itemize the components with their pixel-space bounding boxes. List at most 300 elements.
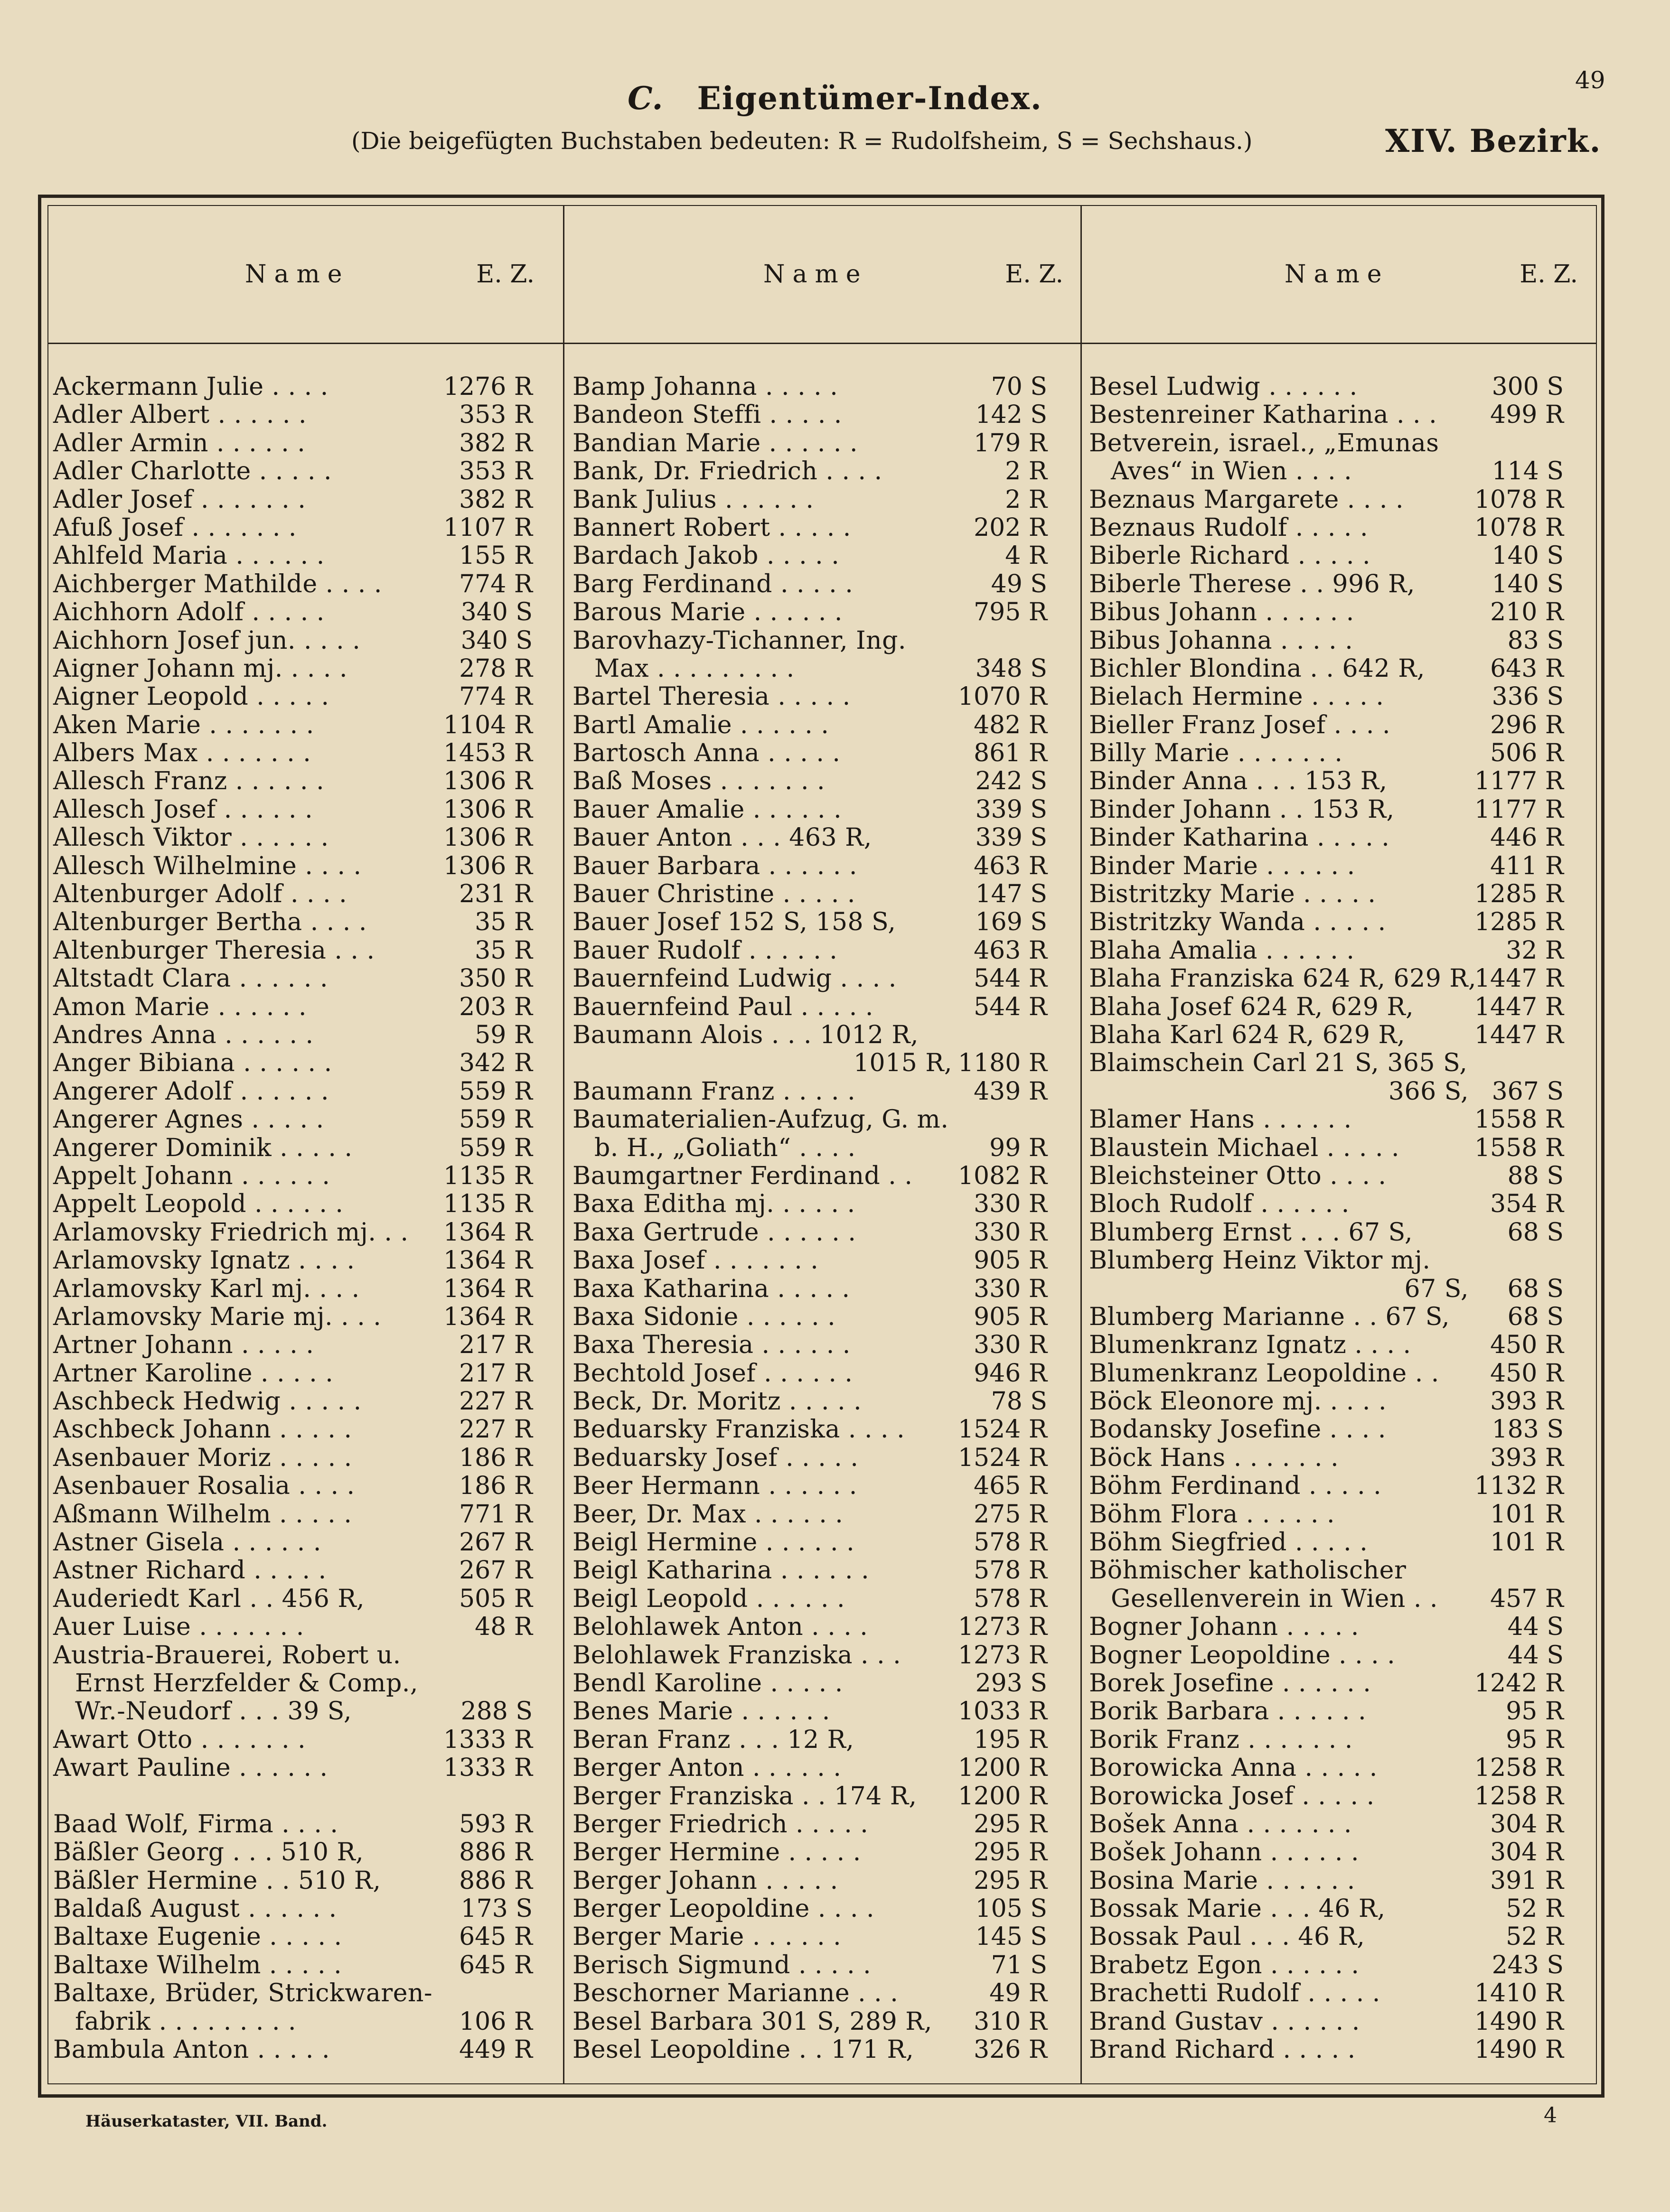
index-entry	[1089, 1585, 1564, 1613]
entry-name: Bartl Amalie . . . . . .	[572, 710, 829, 739]
entry-name: Berger Franziska . . 174 R,	[572, 1782, 917, 1811]
index-entry	[1089, 401, 1564, 429]
entry-name: Baxa Sidonie . . . . . .	[572, 1302, 836, 1331]
entry-name: Angerer Agnes . . . . .	[53, 1105, 324, 1134]
index-entry	[53, 683, 533, 711]
entry-ez-number: 99 R	[989, 1133, 1047, 1162]
index-entry	[53, 1416, 533, 1444]
entry-name: Blumberg Ernst . . . 67 S,	[1089, 1218, 1413, 1247]
index-entry	[572, 1162, 1047, 1190]
entry-ez-number: 1453 R	[443, 739, 533, 768]
entry-name: Aichhorn Josef jun. . . . .	[53, 626, 361, 655]
entry-name: Beigl Katharina . . . . . .	[572, 1556, 870, 1585]
index-entry	[572, 570, 1047, 598]
entry-name-continuation: 1015 R,	[853, 1049, 952, 1078]
entry-name: Arlamovsky Karl mj. . . .	[53, 1274, 360, 1303]
entry-ez-number: 202 R	[974, 513, 1047, 542]
entry-name: Bielach Hermine . . . . .	[1089, 682, 1384, 711]
index-entry	[53, 1867, 533, 1895]
entry-name: Beck, Dr. Moritz . . . . .	[572, 1387, 862, 1416]
index-entry	[572, 1501, 1047, 1529]
entry-name: Blaha Josef 624 R, 629 R,	[1089, 992, 1414, 1021]
entry-ez-number: 411 R	[1490, 851, 1564, 880]
index-entry	[572, 852, 1047, 880]
index-entry	[572, 1134, 1047, 1162]
index-entry	[53, 457, 533, 485]
entry-name: Bamp Johanna . . . . .	[572, 373, 838, 401]
entry-ez-number: 645 R	[459, 1923, 533, 1951]
entry-ez-number: 78 S	[991, 1387, 1047, 1416]
entry-ez-number: 482 R	[974, 710, 1047, 739]
index-entry	[1089, 457, 1564, 485]
section-letter: C.	[628, 80, 663, 117]
entry-name: Bäßler Georg . . . 510 R,	[53, 1838, 364, 1867]
entry-ez-number: 1364 R	[443, 1302, 533, 1331]
index-entry	[1089, 1190, 1564, 1218]
index-entry	[1089, 796, 1564, 824]
entry-ez-number: 1082 R	[957, 1161, 1047, 1190]
entry-ez-number: 1410 R	[1474, 1979, 1564, 2008]
entry-ez-number: 336 S	[1492, 682, 1564, 711]
index-entry	[53, 1895, 533, 1923]
index-entry	[1089, 767, 1564, 795]
entry-name: Andres Anna . . . . . .	[53, 1020, 314, 1049]
entry-ez-number: 68 S	[1507, 1302, 1564, 1331]
district-label: XIV. Bezirk.	[1385, 122, 1602, 159]
index-entry	[572, 598, 1047, 626]
entry-name: Belohlawek Anton . . . .	[572, 1613, 868, 1642]
entry-ez-number: 35 R	[475, 908, 533, 937]
index-entry	[1089, 1895, 1564, 1923]
entry-name: Borik Franz . . . . . . .	[1089, 1725, 1353, 1754]
index-entry	[572, 1444, 1047, 1472]
index-entry	[1089, 2036, 1564, 2064]
index-entry	[1089, 373, 1564, 401]
entry-name: Altstadt Clara . . . . . .	[53, 964, 328, 993]
entry-ez-number: 1333 R	[443, 1754, 533, 1783]
index-entry	[1089, 1106, 1564, 1134]
legend-subtitle: (Die beigefügten Buchstaben bedeuten: R = Rudolfsheim, S = Sechshaus.)	[351, 127, 1253, 155]
index-entry	[572, 1331, 1047, 1359]
ez-header: E. Z.	[1005, 260, 1063, 289]
entry-ez-number: 1276 R	[443, 373, 533, 401]
entry-name: Bogner Johann . . . . .	[1089, 1613, 1359, 1642]
index-entry	[1089, 965, 1564, 993]
entry-name: Bichler Blondina . . 642 R,	[1089, 654, 1425, 683]
entry-ez-number: 449 R	[459, 2035, 533, 2064]
entry-name-continuation: Wr.-Neudorf . . . 39 S,	[75, 1697, 352, 1726]
entry-ez-number: 348 S	[975, 654, 1047, 683]
entry-ez-number: 1135 R	[443, 1190, 533, 1219]
entry-name: Berger Hermine . . . . .	[572, 1838, 861, 1867]
index-entry	[53, 1951, 533, 1979]
index-entry	[53, 824, 533, 852]
entry-name: Bartosch Anna . . . . .	[572, 739, 841, 768]
ez-header: E. Z.	[476, 260, 535, 289]
entry-name: Beduarsky Josef . . . . .	[572, 1443, 859, 1472]
entry-ez-number: 1132 R	[1474, 1472, 1564, 1501]
entry-name: Bošek Johann . . . . . .	[1089, 1838, 1359, 1867]
entry-name: Barovhazy-Tichanner, Ing.	[572, 626, 906, 655]
index-entry	[1089, 1557, 1564, 1585]
entry-ez-number: 295 R	[974, 1866, 1047, 1895]
entry-name: Baldaß August . . . . . .	[53, 1895, 337, 1923]
entry-name-continuation: fabrik . . . . . . . . .	[75, 2007, 297, 2036]
index-entry	[53, 1585, 533, 1613]
entry-ez-number: 1285 R	[1474, 880, 1564, 909]
entry-ez-number: 340 S	[460, 626, 533, 655]
entry-ez-number: 340 S	[460, 598, 533, 627]
entry-ez-number: 339 S	[975, 795, 1047, 824]
entry-name: Blaha Karl 624 R, 629 R,	[1089, 1020, 1406, 1049]
entry-name: Auer Luise . . . . . . .	[53, 1613, 304, 1642]
footer-signature: 4	[1544, 2103, 1557, 2128]
entry-name-continuation: Max . . . . . . . . .	[594, 654, 795, 683]
entry-name: Blumberg Heinz Viktor mj.	[1089, 1246, 1431, 1275]
entry-name: Bauer Amalie . . . . . .	[572, 795, 842, 824]
index-entry	[53, 373, 533, 401]
footer-volume: Häuserkataster, VII. Band.	[85, 2112, 328, 2131]
entry-name: Biberle Therese . . 996 R,	[1089, 569, 1415, 598]
entry-ez-number: 391 R	[1490, 1866, 1564, 1895]
entry-ez-number: 354 R	[1490, 1190, 1564, 1219]
entry-name: Baxa Editha mj. . . . . .	[572, 1190, 855, 1219]
entry-name: Beer, Dr. Max . . . . . .	[572, 1500, 844, 1529]
entry-name: Aßmann Wilhelm . . . . .	[53, 1500, 352, 1529]
entry-ez-number: 1200 R	[957, 1754, 1047, 1783]
entry-name: Altenburger Bertha . . . .	[53, 908, 367, 937]
entry-ez-number: 186 R	[459, 1443, 533, 1472]
entry-name: Bäßler Hermine . . 510 R,	[53, 1866, 381, 1895]
entry-name: Beigl Hermine . . . . . .	[572, 1528, 855, 1557]
entry-ez-number: 1033 R	[957, 1697, 1047, 1726]
index-entry	[53, 1811, 533, 1839]
entry-name: Bosina Marie . . . . . .	[1089, 1866, 1355, 1895]
entry-name: Astner Richard . . . . .	[53, 1556, 327, 1585]
entry-ez-number: 183 S	[1492, 1415, 1564, 1444]
entry-name: Billy Marie . . . . . . .	[1089, 739, 1343, 768]
index-entry	[1089, 627, 1564, 655]
index-entry	[53, 965, 533, 993]
entry-ez-number: 95 R	[1506, 1725, 1564, 1754]
entry-name: Bauer Barbara . . . . . .	[572, 851, 857, 880]
entry-name: Blaha Franziska 624 R, 629 R,	[1089, 964, 1477, 993]
entry-name: Bandeon Steffi . . . . .	[572, 401, 842, 429]
index-entry	[572, 711, 1047, 739]
index-entry	[572, 1078, 1047, 1106]
entry-ez-number: 446 R	[1490, 823, 1564, 852]
entry-name: Altenburger Theresia . . .	[53, 936, 375, 965]
entry-name: Baxa Josef . . . . . . .	[572, 1246, 819, 1275]
entry-name: Angerer Adolf . . . . . .	[53, 1077, 329, 1106]
entry-name: Bauer Anton . . . 463 R,	[572, 823, 872, 852]
entry-ez-number: 353 R	[459, 401, 533, 429]
index-entry	[572, 683, 1047, 711]
index-entry	[572, 908, 1047, 936]
entry-name: Bibus Johann . . . . . .	[1089, 598, 1354, 627]
entry-ez-number: 243 S	[1492, 1951, 1564, 1979]
entry-ez-number: 195 R	[974, 1725, 1047, 1754]
entry-ez-number: 2 R	[1005, 485, 1047, 514]
header-rule	[47, 343, 1597, 344]
index-column-2	[572, 373, 1047, 2064]
index-entry	[572, 1049, 1047, 1077]
index-entry	[53, 1501, 533, 1529]
entry-ez-number: 1558 R	[1474, 1105, 1564, 1134]
index-column-1	[53, 373, 533, 2064]
index-entry	[572, 1472, 1047, 1500]
entry-ez-number: 559 R	[459, 1105, 533, 1134]
entry-ez-number: 106 R	[459, 2007, 533, 2036]
entry-name: Besel Barbara 301 S, 289 R,	[572, 2007, 932, 2036]
entry-ez-number: 1524 R	[957, 1415, 1047, 1444]
entry-name: Binder Anna . . . 153 R,	[1089, 767, 1388, 796]
entry-name: Blaimschein Carl 21 S, 365 S,	[1089, 1049, 1468, 1078]
index-entry	[572, 1670, 1047, 1698]
entry-name: Appelt Johann . . . . . .	[53, 1161, 330, 1190]
index-entry	[1089, 1529, 1564, 1557]
entry-name-continuation: Aves“ in Wien . . . .	[1111, 457, 1352, 486]
index-entry	[572, 1303, 1047, 1331]
entry-ez-number: 1177 R	[1474, 767, 1564, 796]
entry-ez-number: 645 R	[459, 1951, 533, 1979]
entry-ez-number: 1180 R	[957, 1049, 1047, 1078]
entry-name: Böhm Ferdinand . . . . .	[1089, 1472, 1382, 1501]
entry-name: Berger Leopoldine . . . .	[572, 1895, 875, 1923]
index-entry	[1089, 1951, 1564, 1979]
index-entry	[53, 1783, 533, 1811]
entry-name: Barg Ferdinand . . . . .	[572, 569, 854, 598]
index-entry	[1089, 1979, 1564, 2007]
entry-ez-number: 367 S	[1492, 1077, 1564, 1106]
entry-name: Benes Marie . . . . . .	[572, 1697, 830, 1726]
index-entry	[53, 739, 533, 767]
index-entry	[1089, 542, 1564, 570]
entry-ez-number: 1490 R	[1474, 2007, 1564, 2036]
entry-ez-number: 1200 R	[957, 1782, 1047, 1811]
entry-ez-number: 795 R	[974, 598, 1047, 627]
index-entry	[1089, 1219, 1564, 1247]
entry-name: Brabetz Egon . . . . . .	[1089, 1951, 1360, 1979]
entry-ez-number: 105 S	[975, 1895, 1047, 1923]
index-entry	[53, 1021, 533, 1049]
index-entry	[1089, 1444, 1564, 1472]
index-entry	[572, 1529, 1047, 1557]
index-entry	[53, 880, 533, 908]
index-entry	[53, 1613, 533, 1641]
entry-name: Berger Friedrich . . . . .	[572, 1810, 869, 1839]
entry-name: Adler Josef . . . . . . .	[53, 485, 306, 514]
entry-name: Blamer Hans . . . . . .	[1089, 1105, 1352, 1134]
entry-name: Bodansky Josefine . . . .	[1089, 1415, 1386, 1444]
entry-name: Bieller Franz Josef . . . .	[1089, 710, 1390, 739]
entry-ez-number: 1135 R	[443, 1161, 533, 1190]
entry-ez-number: 231 R	[459, 880, 533, 909]
entry-ez-number: 393 R	[1490, 1387, 1564, 1416]
entry-name: Baxa Theresia . . . . . .	[572, 1331, 851, 1360]
index-entry	[53, 1219, 533, 1247]
entry-name: Blumenkranz Leopoldine . .	[1089, 1359, 1439, 1388]
index-entry	[53, 1670, 533, 1698]
entry-name: Arlamovsky Ignatz . . . .	[53, 1246, 355, 1275]
index-entry	[1089, 1162, 1564, 1190]
entry-ez-number: 1524 R	[957, 1443, 1047, 1472]
index-entry	[572, 1247, 1047, 1275]
entry-name: Beer Hermann . . . . . .	[572, 1472, 857, 1501]
entry-ez-number: 1078 R	[1474, 485, 1564, 514]
index-entry	[53, 1726, 533, 1754]
index-entry	[53, 627, 533, 655]
index-entry	[572, 1585, 1047, 1613]
index-entry	[53, 852, 533, 880]
index-entry	[1089, 880, 1564, 908]
index-entry	[53, 1529, 533, 1557]
entry-ez-number: 68 S	[1507, 1274, 1564, 1303]
entry-ez-number: 861 R	[974, 739, 1047, 768]
entry-name: Brand Gustav . . . . . .	[1089, 2007, 1360, 2036]
index-entry	[1089, 1642, 1564, 1670]
entry-name: Berger Marie . . . . . .	[572, 1923, 842, 1951]
index-entry	[572, 655, 1047, 683]
index-entry	[53, 1839, 533, 1867]
index-entry	[572, 2036, 1047, 2064]
entry-ez-number: 1107 R	[443, 513, 533, 542]
index-entry	[572, 2008, 1047, 2036]
entry-name: Ahlfeld Maria . . . . . .	[53, 541, 325, 570]
entry-name: Baad Wolf, Firma . . . .	[53, 1810, 338, 1839]
index-entry	[572, 880, 1047, 908]
entry-ez-number: 48 R	[475, 1613, 533, 1642]
index-entry	[572, 1388, 1047, 1416]
index-entry	[53, 1190, 533, 1218]
index-entry	[1089, 1754, 1564, 1782]
entry-ez-number: 578 R	[974, 1556, 1047, 1585]
index-entry	[572, 1754, 1047, 1782]
entry-name: Biberle Richard . . . . .	[1089, 541, 1371, 570]
entry-name-continuation: Ernst Herzfelder & Comp.,	[75, 1669, 418, 1698]
index-entry	[572, 965, 1047, 993]
index-entry	[53, 993, 533, 1021]
entry-ez-number: 288 S	[460, 1697, 533, 1726]
entry-name: Besel Ludwig . . . . . .	[1089, 373, 1358, 401]
entry-name: Bank Julius . . . . . .	[572, 485, 814, 514]
index-entry	[572, 1698, 1047, 1726]
entry-ez-number: 774 R	[459, 682, 533, 711]
name-header: Name	[763, 260, 868, 289]
entry-ez-number: 295 R	[974, 1810, 1047, 1839]
entry-name: Auderiedt Karl . . 456 R,	[53, 1584, 365, 1613]
entry-ez-number: 44 S	[1507, 1613, 1564, 1642]
entry-name: Bandian Marie . . . . . .	[572, 429, 858, 457]
entry-name: Baumaterialien-Aufzug, G. m.	[572, 1105, 949, 1134]
entry-name: Beznaus Margarete . . . .	[1089, 485, 1404, 514]
entry-name: Artner Karoline . . . . .	[53, 1359, 334, 1388]
column-divider	[563, 205, 564, 2084]
index-entry	[1089, 937, 1564, 965]
entry-ez-number: 140 S	[1492, 541, 1564, 570]
entry-ez-number: 2 R	[1005, 457, 1047, 486]
entry-name: Bambula Anton . . . . .	[53, 2035, 330, 2064]
page-title	[0, 80, 1670, 117]
entry-ez-number: 1285 R	[1474, 908, 1564, 937]
index-entry	[572, 457, 1047, 485]
index-entry	[53, 937, 533, 965]
entry-name: Bauer Rudolf . . . . . .	[572, 936, 838, 965]
entry-ez-number: 35 R	[475, 936, 533, 965]
entry-name: Awart Pauline . . . . . .	[53, 1754, 328, 1783]
index-entry	[572, 937, 1047, 965]
entry-name: Böhm Flora . . . . . .	[1089, 1500, 1335, 1529]
name-header: Name	[1285, 260, 1389, 289]
entry-ez-number: 114 S	[1492, 457, 1564, 486]
entry-ez-number: 267 R	[459, 1528, 533, 1557]
entry-ez-number: 330 R	[974, 1190, 1047, 1219]
index-entry	[53, 1754, 533, 1782]
entry-name: Bistritzky Wanda . . . . .	[1089, 908, 1386, 937]
entry-ez-number: 465 R	[974, 1472, 1047, 1501]
entry-name: Allesch Wilhelmine . . . .	[53, 851, 362, 880]
index-entry	[1089, 852, 1564, 880]
entry-ez-number: 450 R	[1490, 1331, 1564, 1360]
index-entry	[1089, 598, 1564, 626]
entry-name: Bank, Dr. Friedrich . . . .	[572, 457, 882, 486]
entry-ez-number: 217 R	[459, 1331, 533, 1360]
entry-name: Baxa Gertrude . . . . . .	[572, 1218, 856, 1247]
index-entry	[53, 598, 533, 626]
entry-name: Böck Eleonore mj. . . . .	[1089, 1387, 1387, 1416]
index-entry	[1089, 1388, 1564, 1416]
index-entry	[572, 1642, 1047, 1670]
entry-ez-number: 32 R	[1506, 936, 1564, 965]
entry-ez-number: 382 R	[459, 485, 533, 514]
entry-ez-number: 1558 R	[1474, 1133, 1564, 1162]
index-entry	[572, 542, 1047, 570]
index-entry	[572, 1783, 1047, 1811]
entry-name: Arlamovsky Marie mj. . . .	[53, 1302, 382, 1331]
entry-name: Bendl Karoline . . . . .	[572, 1669, 843, 1698]
entry-ez-number: 1306 R	[443, 795, 533, 824]
entry-ez-number: 173 S	[460, 1895, 533, 1923]
index-entry	[1089, 683, 1564, 711]
entry-ez-number: 300 S	[1492, 373, 1564, 401]
index-entry	[1089, 1726, 1564, 1754]
index-entry	[53, 570, 533, 598]
entry-name: Baumgartner Ferdinand . .	[572, 1161, 913, 1190]
entry-ez-number: 1364 R	[443, 1246, 533, 1275]
index-entry	[53, 1049, 533, 1077]
index-entry	[1089, 1783, 1564, 1811]
entry-name: Baxa Katharina . . . . .	[572, 1274, 850, 1303]
entry-name: Baltaxe Eugenie . . . . .	[53, 1923, 342, 1951]
entry-ez-number: 342 R	[459, 1049, 533, 1078]
index-entry	[1089, 1049, 1564, 1077]
entry-name: Anger Bibiana . . . . . .	[53, 1049, 332, 1078]
index-entry	[53, 2008, 533, 2036]
index-entry	[1089, 1811, 1564, 1839]
entry-ez-number: 353 R	[459, 457, 533, 486]
entry-ez-number: 330 R	[974, 1218, 1047, 1247]
entry-ez-number: 140 S	[1492, 569, 1564, 598]
index-entry	[1089, 1078, 1564, 1106]
index-entry	[53, 1106, 533, 1134]
index-entry	[53, 401, 533, 429]
index-entry	[572, 514, 1047, 542]
entry-name: Artner Johann . . . . .	[53, 1331, 314, 1360]
entry-ez-number: 350 R	[459, 964, 533, 993]
index-entry	[572, 739, 1047, 767]
entry-name: Böck Hans . . . . . . .	[1089, 1443, 1339, 1472]
index-entry	[1089, 1613, 1564, 1641]
